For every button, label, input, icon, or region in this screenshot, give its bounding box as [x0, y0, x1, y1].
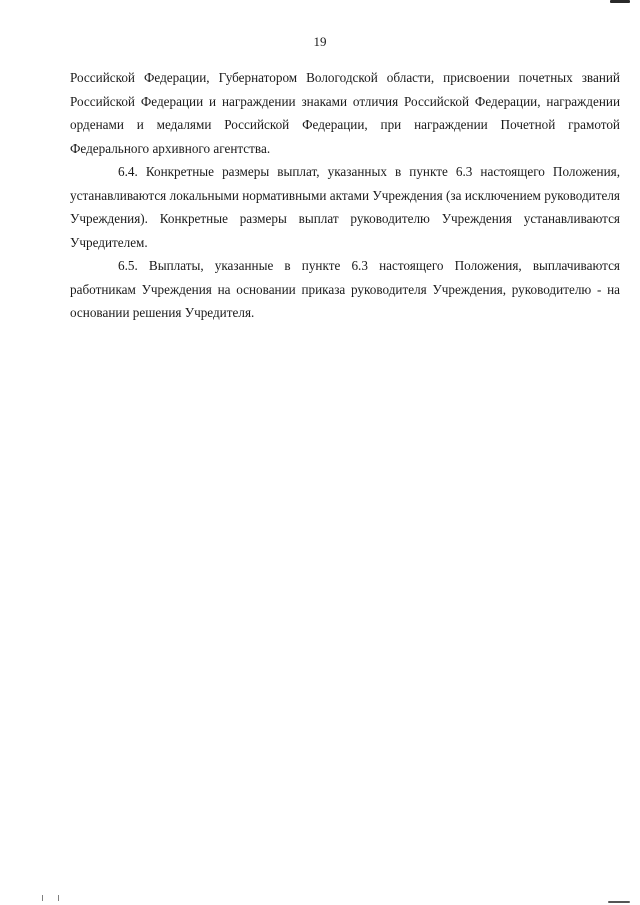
paragraph-6-4: 6.4. Конкретные размеры выплат, указанных в пункте 6.3 настоящего Положения, устанавливаются локальными нормативными актами Учреждения (за исключением руководителя Учреждения). Конкретные размеры выплат руководителю Учреждения устанавливаются Учредителем. — [70, 164, 620, 250]
scan-artifact — [58, 895, 59, 901]
scan-artifact — [42, 895, 43, 901]
scan-artifact — [608, 901, 630, 903]
paragraph-6-5: 6.5. Выплаты, указанные в пункте 6.3 настоящего Положения, выплачиваются работникам Учреждения на основании приказа руководителя Учреждения, руководителю - на основании решения Учредителя. — [70, 258, 620, 320]
page-number: 19 — [313, 34, 327, 49]
paragraph-continuation: Российской Федерации, Губернатором Вологодской области, присвоении почетных званий Российской Федерации и награждении знаками отличия Российской Федерации, награждении орденами и медалями Российской Федерации, при награждении Почетной грамотой Федерального архивного агентства. — [70, 70, 620, 156]
scan-artifact — [610, 0, 630, 3]
document-body — [70, 66, 620, 325]
